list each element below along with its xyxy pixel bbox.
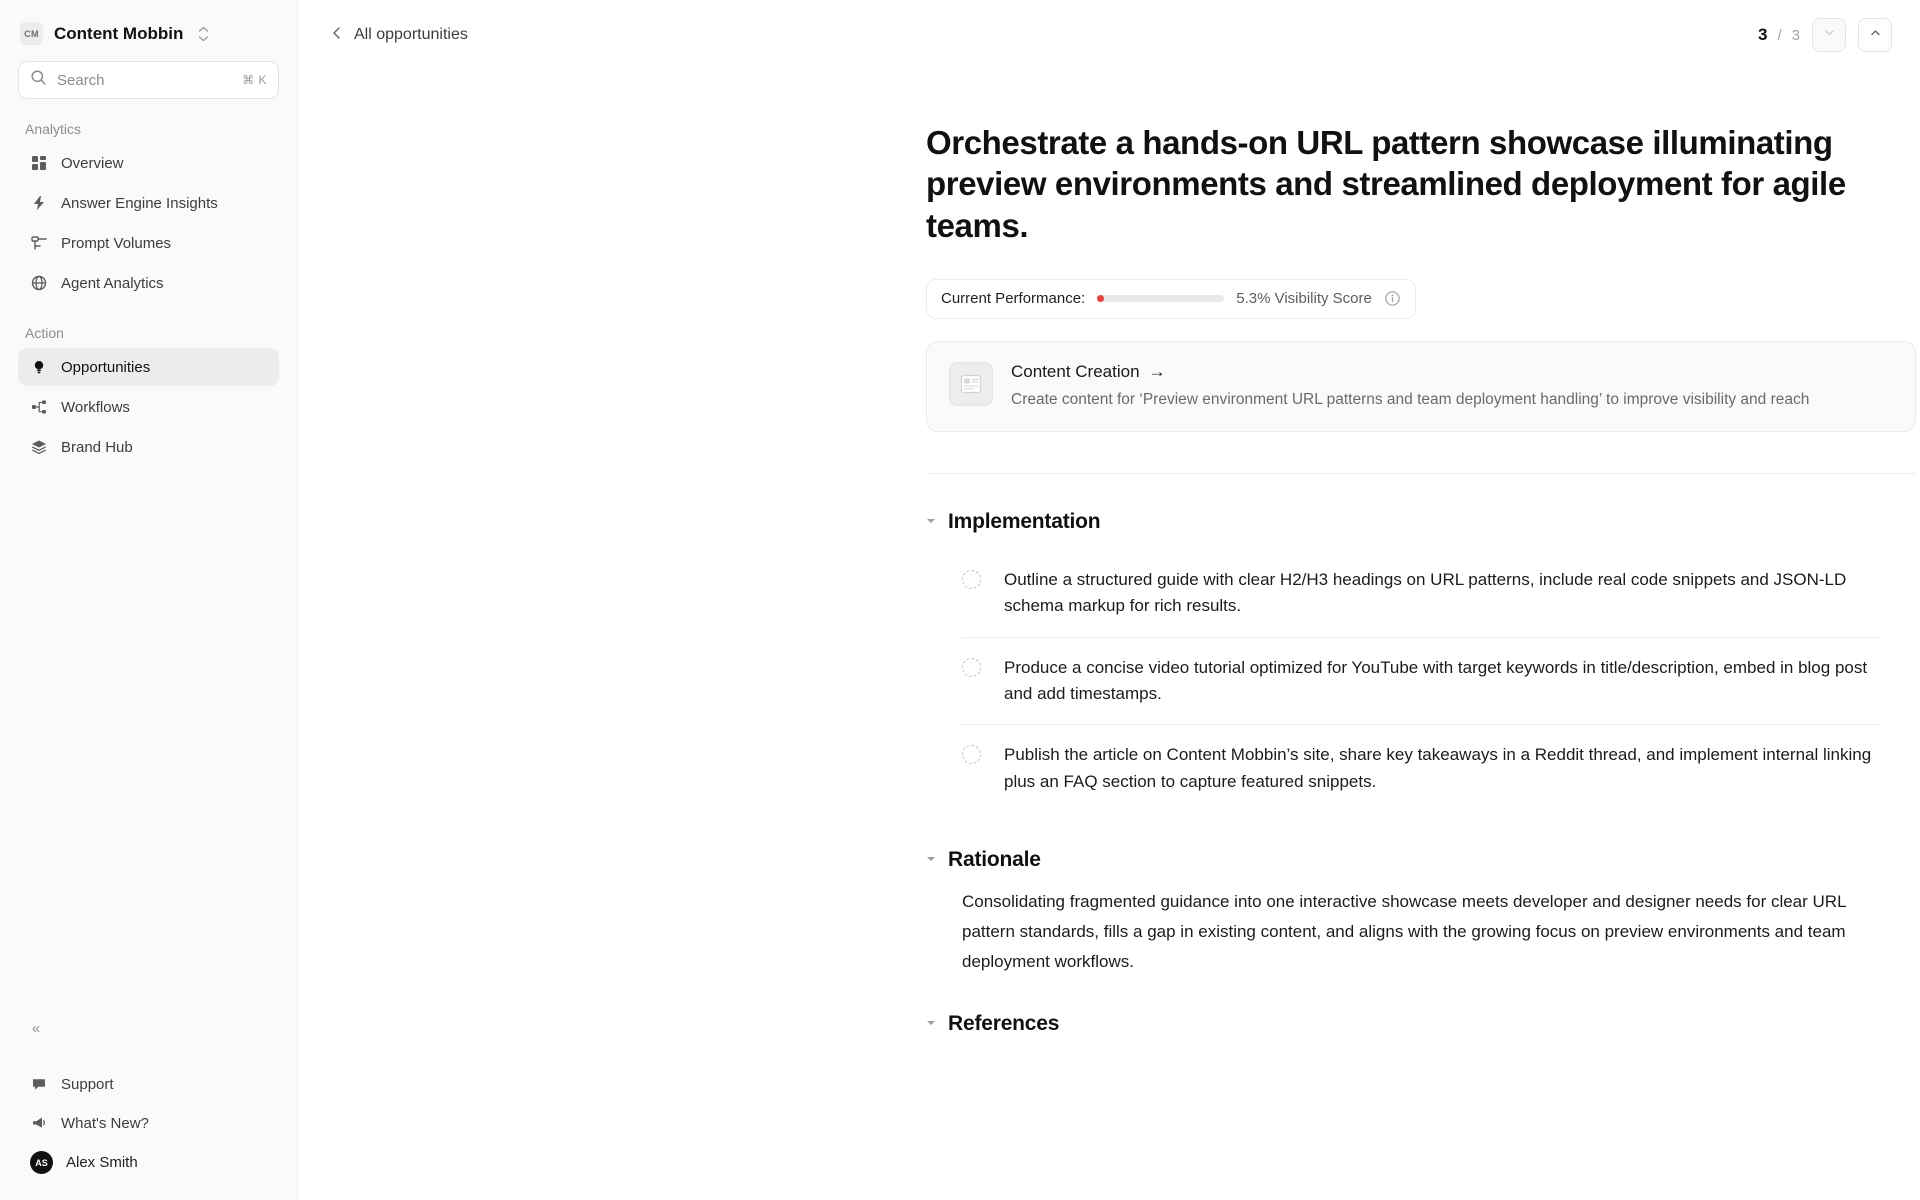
grid-icon [30,154,48,172]
opportunity-detail [298,70,1920,1036]
chevron-down-icon [1823,26,1836,44]
visibility-score: 5.3% Visibility Score [1236,290,1372,308]
chat-icon [30,1075,48,1093]
megaphone-icon [30,1114,48,1132]
chevron-up-icon [1869,26,1882,44]
user-profile[interactable] [0,1143,297,1182]
search-shortcut: ⌘ K [242,73,267,87]
page-title: Orchestrate a hands-on URL pattern showcase illuminating preview environments and streamlined deployment for agile teams. [926,124,1846,244]
user-name: Alex Smith [66,1154,138,1171]
task-label: Outline a structured guide with clear H2/H3 headings on URL patterns, include real code snippets and JSON-LD schema markup for rich results. [1004,570,1847,616]
pager-total: 3 [1791,26,1800,44]
sidebar-item-label: Brand Hub [61,438,133,456]
workflow-icon [30,398,48,416]
content-creation-card[interactable] [926,341,1916,432]
sidebar-item-label: Opportunities [61,358,151,376]
search-placeholder: Search [57,71,105,89]
sidebar-item-overview[interactable] [18,144,279,182]
task-label: Publish the article on Content Mobbin’s site, share key takeaways in a Reddit thread, and implement internal linking plus an FAQ section to capture featured snippets. [1004,745,1872,791]
section-title: Rationale [948,848,1041,872]
sidebar-item-label: Agent Analytics [61,274,164,292]
caret-down-icon [926,854,936,867]
task-checkbox-icon[interactable] [962,745,981,764]
section-header-references[interactable] [926,1012,1916,1036]
main-content [298,0,1920,1200]
globe-icon [30,274,48,292]
previous-opportunity-button[interactable] [1858,18,1892,52]
pager-current: 3 [1758,25,1768,44]
content-creation-description: Create content for ‘Preview environment URL patterns and team deployment handling’ to improve visibility and reach [1011,390,1810,408]
implementation-task-list [962,550,1880,812]
sidebar-item-answer-engine-insights[interactable] [18,184,279,222]
chevron-updown-icon [198,26,209,42]
sidebar-item-label: Support [61,1075,114,1093]
section-title: Implementation [948,510,1101,533]
pager-separator: / [1777,26,1782,44]
collapse-sidebar-button[interactable]: « [31,1019,41,1037]
search-icon [30,69,47,91]
task-checkbox-icon[interactable] [962,570,981,589]
topbar [298,0,1920,70]
divider [926,473,1916,474]
sidebar-item-support[interactable] [18,1065,279,1103]
rationale-body: Consolidating fragmented guidance into one interactive showcase meets developer and designer needs for clear URL pattern standards, fills a gap in existing content, and aligns with the growing focus on preview environments and team deployment workflows. [962,892,1846,971]
sidebar-item-prompt-volumes[interactable] [18,224,279,262]
pager [1758,18,1892,52]
sidebar-item-label: What's New? [61,1114,149,1132]
content-creation-title: Content Creation [1011,361,1140,381]
chevron-left-icon [330,26,344,45]
avatar: AS [30,1151,53,1174]
sidebar-item-opportunities[interactable] [18,348,279,386]
sidebar-item-workflows[interactable] [18,388,279,426]
sidebar-item-whats-new[interactable] [18,1104,279,1142]
sidebar-item-brand-hub[interactable] [18,428,279,466]
task-label: Produce a concise video tutorial optimized for YouTube with target keywords in title/description, embed in blog post and add timestamps. [1004,657,1868,704]
content-creation-title-row [1011,362,1809,382]
sidebar-item-label: Overview [61,154,124,172]
info-icon[interactable] [1384,290,1401,307]
sidebar-item-label: Prompt Volumes [61,234,172,252]
workspace-avatar: CM [20,22,43,45]
task-item[interactable] [962,637,1880,725]
performance-label: Current Performance: [941,290,1086,308]
section-header-implementation[interactable] [926,510,1916,534]
performance-bar-fill [1097,295,1104,302]
sidebar-item-agent-analytics[interactable] [18,264,279,302]
sidebar-item-label: Answer Engine Insights [61,194,218,212]
task-item[interactable] [962,550,1880,637]
chart-icon [30,234,48,252]
task-checkbox-icon[interactable] [962,658,981,677]
workspace-switcher[interactable] [0,0,297,57]
arrow-right-icon: → [1148,361,1166,381]
bolt-icon [30,194,48,212]
section-title: References [948,1012,1060,1036]
sidebar-item-label: Workflows [61,398,130,416]
workspace-name: Content Mobbin [54,23,184,43]
search-input[interactable] [18,61,279,99]
lightbulb-icon [30,358,48,376]
section-header-rationale[interactable] [926,848,1916,872]
caret-down-icon [926,1018,936,1031]
back-link-label: All opportunities [354,26,468,43]
performance-bar [1097,295,1224,302]
performance-indicator [926,279,1416,319]
sidebar [0,0,298,1200]
next-opportunity-button[interactable] [1812,18,1846,52]
sidebar-bottom-nav [0,1064,297,1182]
caret-down-icon [926,516,936,529]
back-to-all-opportunities[interactable] [330,26,468,45]
nav-section-action-label: Action [25,325,64,341]
document-thumbnail-icon [949,362,993,406]
nav-section-analytics-label: Analytics [25,121,82,137]
layers-icon [30,438,48,456]
task-item[interactable] [962,724,1880,812]
